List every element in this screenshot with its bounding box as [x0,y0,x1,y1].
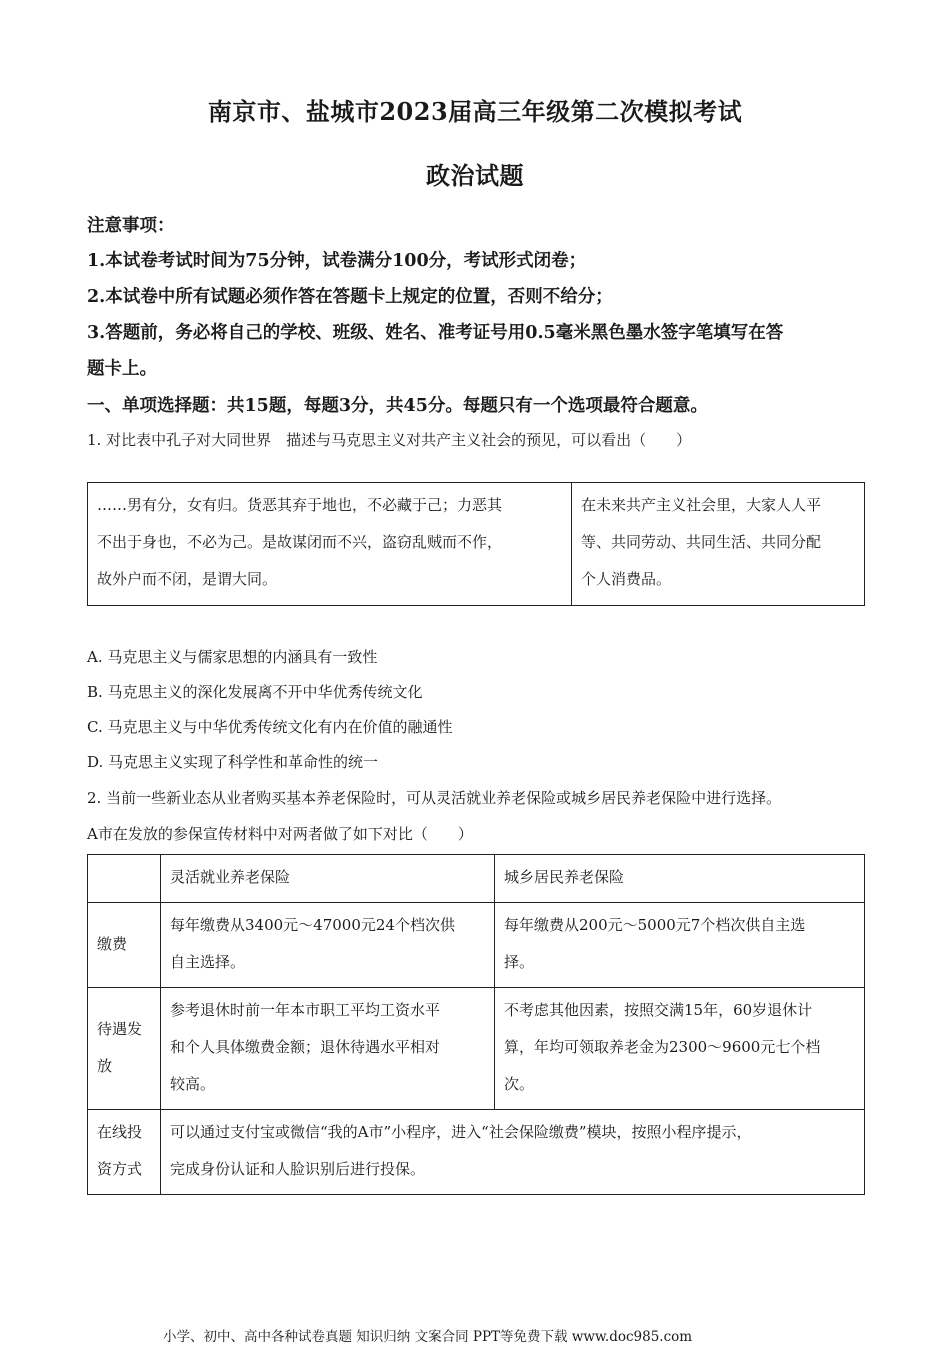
q1-left-line: ……男有分，女有归。货恶其弃于地也，不必藏于己；力恶其 [97,496,503,514]
cell-line: 自主选择。 [170,953,246,971]
q2-row-label-online [88,1110,161,1195]
q1-marxism-cell [572,483,865,606]
q2-insurance-table [87,854,865,1195]
q2-row-label-benefits [88,988,161,1110]
cell-line: 不考虑其他因素，按照交满15年，60岁退休计 [504,1001,813,1019]
cell-line: 可以通过支付宝或微信“我的A市”小程序，进入“社会保险缴费”模块，按照小程序提示， [170,1123,752,1141]
q2-payment-residents [495,903,865,988]
q1-confucius-cell [88,483,572,606]
note-item-3-cont: 题卡上。 [87,359,157,379]
note-item-2: 2.本试卷中所有试题必须作答在答题卡上规定的位置，否则不给分； [87,287,613,307]
q2-row-label-payment: 缴费 [88,903,161,988]
q2-online-method [161,1110,865,1195]
section-heading: 一、单项选择题：共15题，每题3分，共45分。每题只有一个选项最符合题意。 [87,396,708,416]
q1-right-line: 个人消费品。 [581,570,672,588]
q2-benefits-flexible [161,988,495,1110]
cell-line: 算，年均可领取养老金为2300～9600元七个档 [504,1038,821,1056]
q1-stem: 1. 对比表中孔子对大同世界 描述与马克思主义对共产主义社会的预见，可以看出（ ） [87,431,692,449]
q2-stem-line-1: 2. 当前一些新业态从业者购买基本养老保险时，可从灵活就业养老保险或城乡居民养老保险中进行选择。 [87,789,782,807]
q2-benefits-residents [495,988,865,1110]
cell-line: 完成身份认证和人脸识别后进行投保。 [170,1160,426,1178]
exam-title: 南京市、盐城市2023届高三年级第二次模拟考试 [207,97,743,126]
label-line: 放 [97,1056,113,1075]
q1-option-c: C. 马克思主义与中华优秀传统文化有内在价值的融通性 [87,718,453,736]
label-line: 在线投 [97,1123,143,1141]
cell-line: 较高。 [170,1075,216,1093]
cell-line: 参考退休时前一年本市职工平均工资水平 [170,1001,441,1019]
q1-option-d: D. 马克思主义实现了科学性和革命性的统一 [87,753,379,771]
label-line: 资方式 [97,1160,143,1178]
label-line: 待遇发 [97,1019,143,1038]
note-item-1: 1.本试卷考试时间为75分钟，试卷满分100分，考试形式闭卷； [87,251,587,271]
q1-right-line: 在未来共产主义社会里，大家人人平 [581,496,822,514]
q1-comparison-table [87,482,865,606]
q1-left-line: 不出于身也，不必为己。是故谋闭而不兴，盗窃乱贼而不作， [97,533,503,551]
q2-header-residents: 城乡居民养老保险 [495,855,865,903]
q1-option-a: A. 马克思主义与儒家思想的内涵具有一致性 [87,648,378,666]
notes-heading: 注意事项： [87,216,175,236]
note-item-3: 3.答题前，务必将自己的学校、班级、姓名、准考证号用0.5毫米黑色墨水签字笔填写在答 [87,323,784,343]
q2-stem-line-2: A市在发放的参保宣传材料中对两者做了如下对比（ ） [87,825,473,843]
q1-left-line: 故外户而不闭，是谓大同。 [97,570,278,588]
cell-line: 次。 [504,1075,535,1093]
cell-line: 择。 [504,953,535,971]
cell-line: 每年缴费从200元～5000元7个档次供自主选 [504,916,806,934]
footer-watermark: 小学、初中、高中各种试卷真题 知识归纳 文案合同 PPT等免费下载 www.doc985.com [163,1329,693,1345]
q1-option-b: B. 马克思主义的深化发展离不开中华优秀传统文化 [87,683,423,701]
q2-header-empty [88,855,161,903]
q2-header-flexible: 灵活就业养老保险 [161,855,495,903]
q1-right-line: 等、共同劳动、共同生活、共同分配 [581,533,822,551]
exam-subject: 政治试题 [426,161,524,190]
cell-line: 每年缴费从3400元～47000元24个档次供 [170,916,455,934]
cell-line: 和个人具体缴费金额；退休待遇水平相对 [170,1038,441,1056]
q2-payment-flexible [161,903,495,988]
